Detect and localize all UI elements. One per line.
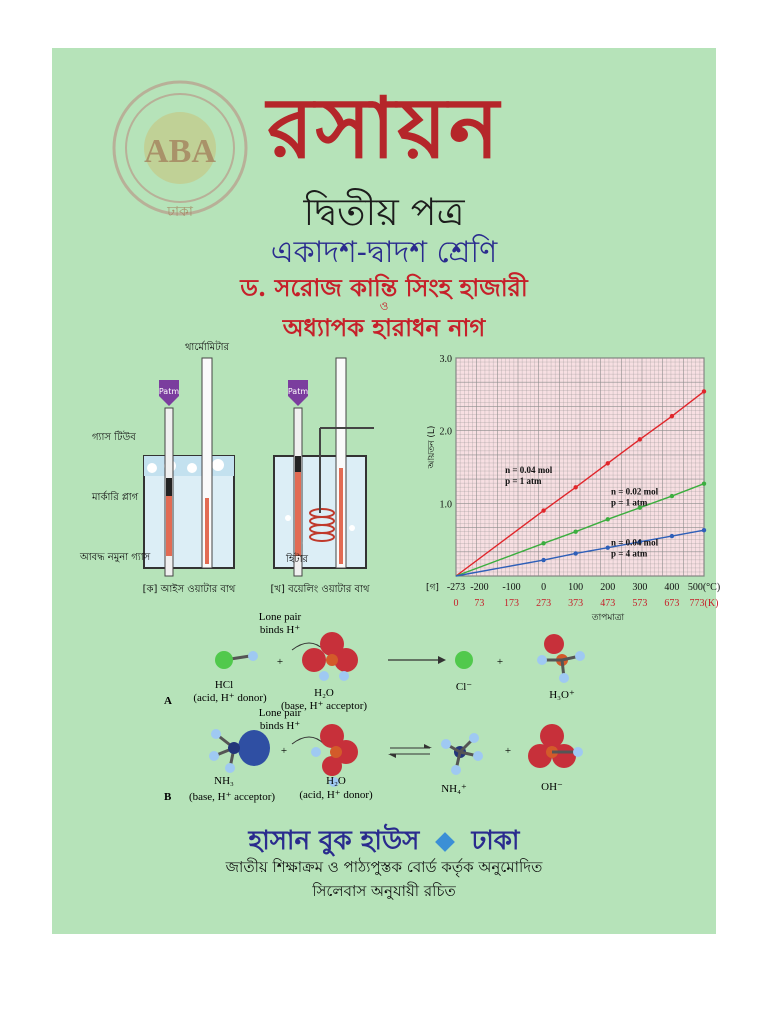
plus-a2: + xyxy=(496,656,504,668)
series-point xyxy=(606,545,610,549)
lone-pair-b: Lone pair xyxy=(258,707,302,719)
nh4-label: NH₄⁺ xyxy=(441,783,467,795)
series-label: p = 1 atm xyxy=(610,497,648,508)
label-mercury-plug: মার্কারি প্লাগ xyxy=(92,492,139,503)
caption-boiling-bath: [খ] বয়েলিং ওয়াটার বাথ xyxy=(270,584,370,595)
lone-pair-arrow-b xyxy=(292,737,324,744)
oh-ion xyxy=(528,724,583,768)
series-label: n = 0.02 mol xyxy=(610,486,659,497)
series-point xyxy=(573,485,577,489)
book-title: রসায়ন xyxy=(267,78,501,177)
label-trapped-gas: আবদ্ধ নমুনা গ্যাস xyxy=(80,552,151,563)
series-label: n = 0.04 mol xyxy=(505,464,553,475)
x-tick-label-k: 73 xyxy=(474,598,485,609)
x-tick-label-k: 673 xyxy=(664,598,680,609)
y-tick-label: 2.0 xyxy=(439,426,452,438)
series-point xyxy=(702,528,706,532)
binds-b: binds H⁺ xyxy=(259,720,301,732)
series-point xyxy=(638,437,642,441)
x-tick-label-c: 300 xyxy=(632,582,648,593)
series-point xyxy=(606,461,610,465)
binds-a: binds H⁺ xyxy=(259,624,301,636)
series-point xyxy=(541,558,545,562)
row-b-label: B xyxy=(164,791,172,803)
hcl-role: (acid, H⁺ donor) xyxy=(193,692,267,704)
x-tick-label-k: 173 xyxy=(504,598,520,609)
charles-law-chart xyxy=(382,348,721,638)
series-point xyxy=(670,494,674,498)
x-axis-label: তাপমাত্রা xyxy=(591,613,625,623)
series-point xyxy=(541,508,545,512)
series-point xyxy=(702,389,706,393)
publisher-name: হাসান বুক হাউস xyxy=(248,826,420,856)
x-tick-label-k: 273 xyxy=(536,598,552,609)
plus-b2: + xyxy=(504,745,512,757)
y-axis-label: আয়তন (L) xyxy=(427,425,437,469)
diamond-icon xyxy=(436,832,456,852)
x-tick-label-c: -200 xyxy=(470,582,489,593)
h3o-label: H₃O⁺ xyxy=(549,689,575,701)
nh3-molecule xyxy=(209,729,270,773)
logo-text: ABA xyxy=(144,133,216,170)
ice-water-beaker xyxy=(144,358,234,576)
x-tick-label-c: 0 xyxy=(541,582,547,593)
series-point xyxy=(670,414,674,418)
cl-ion xyxy=(455,651,473,669)
series-point xyxy=(606,517,610,521)
x-tick-label-k: 773(K) xyxy=(689,598,719,609)
caption-ice-bath: [ক] আইস ওয়াটার বাথ xyxy=(142,584,236,595)
acid-base-reactions xyxy=(52,608,716,818)
oh-label: OH⁻ xyxy=(541,781,563,793)
lone-pair-a: Lone pair xyxy=(258,611,302,623)
logo-place: ঢাকা xyxy=(167,204,193,220)
h2o-a-role: (base, H⁺ acceptor) xyxy=(280,700,368,712)
book-cover xyxy=(52,48,721,934)
series-point xyxy=(702,482,706,486)
x-tick-label-c: 500(°C) xyxy=(687,582,721,593)
label-patm-a: Patm xyxy=(158,387,180,396)
x-tick-label-c: 100 xyxy=(568,582,584,593)
x-tick-label-k: 373 xyxy=(568,598,584,609)
author-1: ড. সরোজ কান্তি সিংহ হাজারী xyxy=(240,273,528,302)
plus-b1: + xyxy=(280,745,288,757)
label-thermometer: থার্মোমিটার xyxy=(184,342,230,353)
series-label: n = 0.04 mol xyxy=(610,537,659,548)
y-tick-label: 1.0 xyxy=(439,499,452,511)
label-heater: হিটার xyxy=(286,554,308,565)
cl-label: Cl⁻ xyxy=(455,681,473,693)
author-and: ও xyxy=(379,299,389,313)
h2o-a-label: H₂O xyxy=(314,687,334,699)
y-tick-label: 3.0 xyxy=(439,354,452,365)
h2o-molecule-a xyxy=(302,632,358,681)
lone-pair-arrow-a xyxy=(292,643,324,650)
series-label: p = 4 atm xyxy=(610,548,648,559)
label-patm-b: Patm xyxy=(287,387,309,396)
author-2: অধ্যাপক হারাধন নাগ xyxy=(282,313,486,342)
series-point xyxy=(541,541,545,545)
series-point xyxy=(670,534,674,538)
x-tick-label-c: 200 xyxy=(600,582,616,593)
series-point xyxy=(573,551,577,555)
series-point xyxy=(573,529,577,533)
panel-label: [গ] xyxy=(426,583,439,593)
x-tick-label-k: 0 xyxy=(453,598,459,609)
x-tick-label-k: 573 xyxy=(632,598,648,609)
approval-note: জাতীয় শিক্ষাক্রম ও পাঠ্যপুস্তক বোর্ড কর্তৃক অনুমোদিত xyxy=(225,858,543,876)
publisher-city: ঢাকা xyxy=(471,826,520,856)
x-tick-label-c: 400 xyxy=(664,582,680,593)
hcl-label: HCl xyxy=(214,679,234,691)
x-tick-label-c: -100 xyxy=(502,582,521,593)
row-a-label: A xyxy=(164,695,172,707)
h3o-ion xyxy=(537,634,585,683)
class-level: একাদশ-দ্বাদশ শ্রেণি xyxy=(270,235,498,270)
x-tick-label-c: -273 xyxy=(446,582,466,593)
series-label: p = 1 atm xyxy=(505,475,542,486)
label-gas-tube: গ্যাস টিউব xyxy=(92,432,136,443)
nh3-role: (base, H⁺ acceptor) xyxy=(188,791,276,803)
syllabus-note: সিলেবাস অনুযায়ী রচিত xyxy=(312,882,456,900)
paper-subtitle: দ্বিতীয় পত্র xyxy=(303,190,465,234)
plus-a1: + xyxy=(276,656,284,668)
apparatus-figure xyxy=(52,328,382,618)
x-tick-label-k: 473 xyxy=(600,598,616,609)
h2o-b-role: (acid, H⁺ donor) xyxy=(299,789,373,801)
hcl-molecule xyxy=(215,651,258,669)
h2o-b-label: H₂O xyxy=(326,775,346,787)
nh4-ion xyxy=(441,733,483,775)
nh3-label: NH₃ xyxy=(214,775,234,787)
